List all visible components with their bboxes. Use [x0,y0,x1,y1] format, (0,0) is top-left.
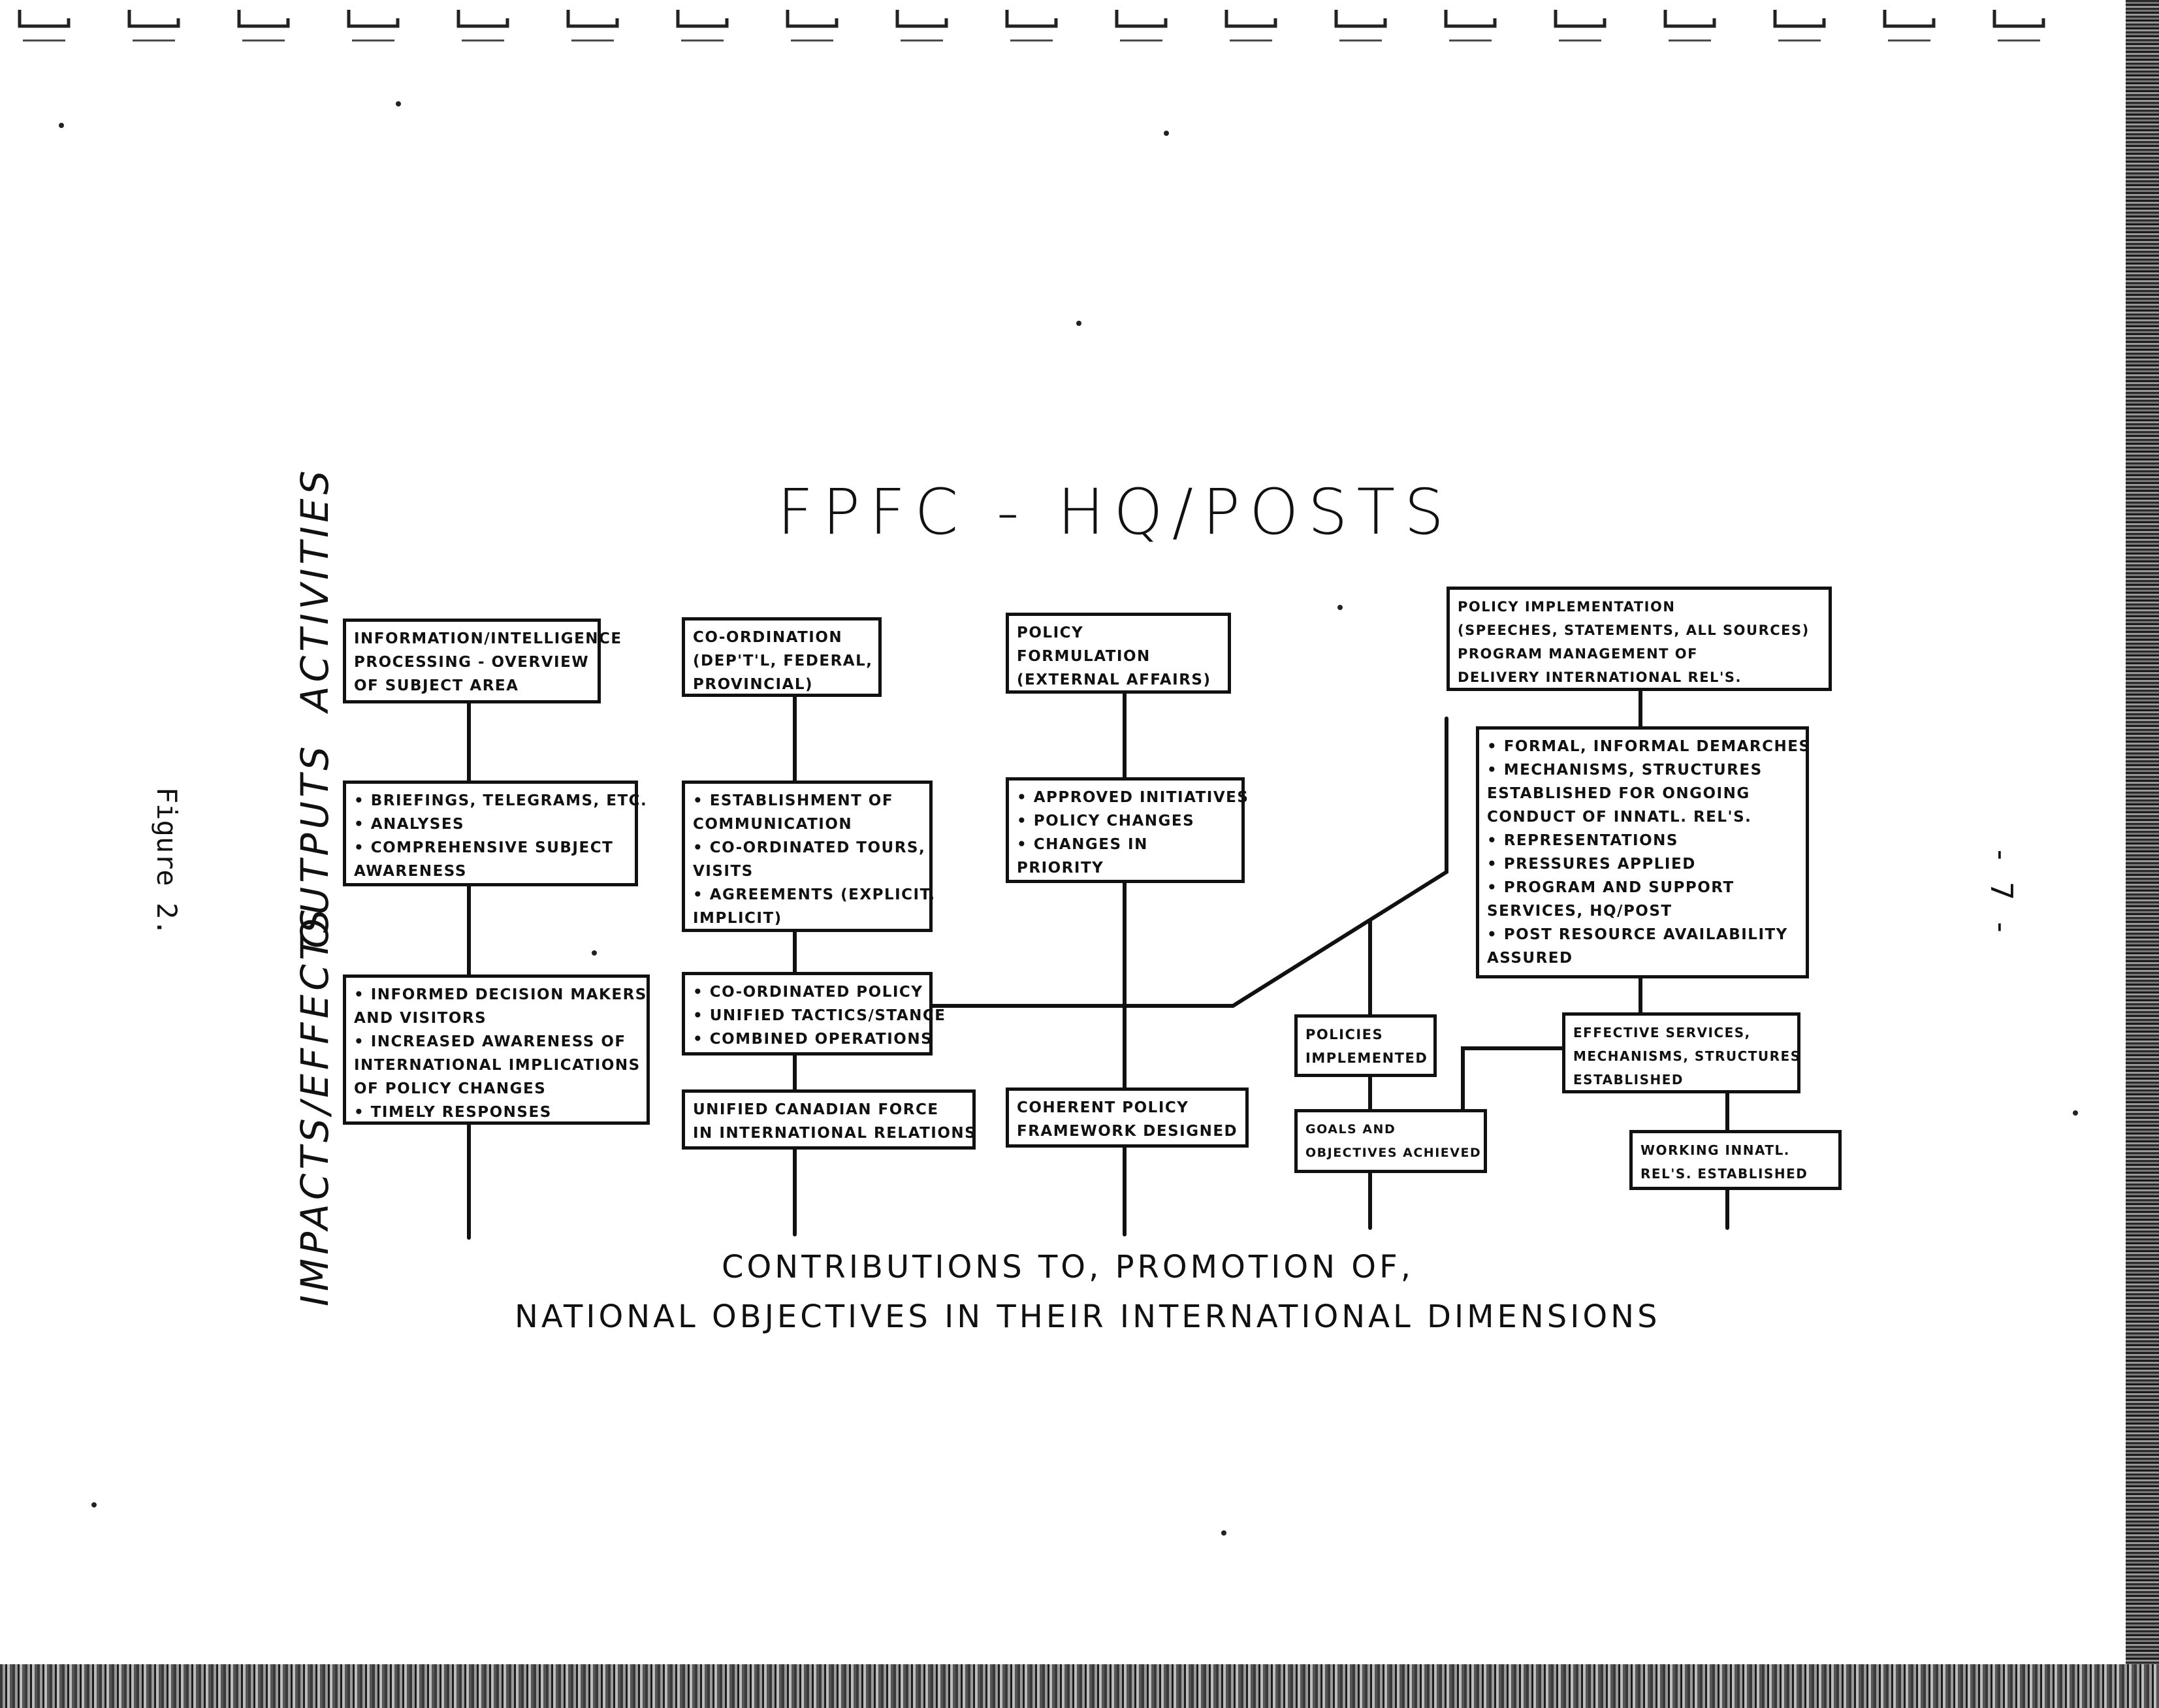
box-text-line: • CO-ORDINATED TOURS, [693,839,926,856]
box-text-line: POLICY [1017,624,1084,641]
box-text-line: • PRESSURES APPLIED [1487,856,1696,873]
box-text-line: • INFORMED DECISION MAKERS [354,986,647,1003]
box-text-line: • CO-ORDINATED POLICY [693,984,923,1001]
box-text-line: (EXTERNAL AFFAIRS) [1017,671,1211,688]
box-text-line: • ANALYSES [354,816,465,833]
box-text-line: IMPLEMENTED [1305,1050,1428,1066]
box-policies-implemented [1294,1014,1437,1077]
box-text-line: • FORMAL, INFORMAL DEMARCHES [1487,738,1811,755]
box-text-line: MECHANISMS, STRUCTURES [1573,1048,1801,1064]
box-text-line: UNIFIED CANADIAN FORCE [693,1101,939,1118]
footer-line-2: NATIONAL OBJECTIVES IN THEIR INTERNATIONAL DIMENSIONS [515,1298,1661,1335]
box-text-line: • UNIFIED TACTICS/STANCE [693,1007,946,1024]
box-text-line: (SPEECHES, STATEMENTS, ALL SOURCES) [1458,622,1810,638]
box-coherent-policy-framework [1006,1088,1249,1148]
box-text-line: DELIVERY INTERNATIONAL REL'S. [1458,669,1742,685]
box-text-line: OF POLICY CHANGES [354,1080,547,1097]
box-working-innatl-rels [1629,1130,1842,1190]
row-label-activities: ACTIVITIES [293,466,337,712]
box-text-line: GOALS AND [1305,1122,1396,1136]
box-text-line: AND VISITORS [354,1010,487,1027]
box-text-line: PRIORITY [1017,860,1104,877]
box-text-line: • BRIEFINGS, TELEGRAMS, ETC. [354,792,648,809]
box-text-line: FORMULATION [1017,648,1151,665]
box-text-line: INTERNATIONAL IMPLICATIONS [354,1057,641,1074]
box-text-line: • POLICY CHANGES [1017,813,1195,830]
box-co-ordination [682,617,882,697]
box-information-intelligence [343,619,622,703]
box-text-line: SERVICES, HQ/POST [1487,903,1672,920]
box-text-line: • PROGRAM AND SUPPORT [1487,879,1735,896]
box-text-line: • ESTABLISHMENT OF [693,792,894,809]
box-text-line: CONDUCT OF INNATL. REL'S. [1487,809,1752,826]
box-text-line: INFORMATION/INTELLIGENCE [354,630,622,647]
box-establishment-outputs [682,781,936,932]
box-text-line: EFFECTIVE SERVICES, [1573,1025,1751,1040]
box-informed-decision-impacts [343,975,650,1125]
box-text-line: • TIMELY RESPONSES [354,1104,552,1121]
box-unified-canadian-force [682,1089,976,1150]
box-text-line: • REPRESENTATIONS [1487,832,1678,849]
box-text-line: • POST RESOURCE AVAILABILITY [1487,926,1788,943]
box-co-ordinated-policy-impacts [682,972,946,1055]
box-effective-services [1562,1012,1800,1093]
box-text-line: PROCESSING - OVERVIEW [354,654,590,671]
box-goals-objectives-achieved [1294,1109,1487,1173]
box-text-line: • APPROVED INITIATIVES [1017,789,1249,806]
row-label-impacts: IMPACTS/EFFECTS [293,905,337,1306]
box-text-line: (DEP'T'L, FEDERAL, [693,653,873,669]
box-text-line: WORKING INNATL. [1640,1142,1790,1158]
box-text-line: COHERENT POLICY [1017,1099,1189,1116]
box-text-line: • INCREASED AWARENESS OF [354,1033,626,1050]
box-text-line: REL'S. ESTABLISHED [1640,1166,1808,1182]
box-text-line: COMMUNICATION [693,816,853,833]
box-text-line: • MECHANISMS, STRUCTURES [1487,762,1763,779]
box-policy-implementation [1447,587,1832,691]
box-policy-formulation [1006,613,1231,694]
diagram-title: FPFC - HQ/POSTS [777,475,1454,549]
box-text-line: VISITS [693,863,754,880]
footer-line-1: CONTRIBUTIONS TO, PROMOTION OF, [722,1249,1414,1285]
box-text-line: IN INTERNATIONAL RELATIONS [693,1125,977,1142]
box-text-line: ESTABLISHED FOR ONGOING [1487,785,1750,802]
box-text-line: POLICIES [1305,1027,1384,1042]
box-text-line: CO-ORDINATION [693,629,843,646]
box-briefings-outputs [343,781,648,886]
page-number: - 7 - [1984,846,2019,937]
figure-label: Figure 2. [151,787,183,936]
box-text-line: • COMBINED OPERATIONS [693,1031,933,1048]
box-text-line: ESTABLISHED [1573,1072,1684,1088]
box-formal-demarches-outputs [1476,726,1809,978]
row-label-outputs: OUTPUTS [293,742,337,948]
box-text-line: PROVINCIAL) [693,676,814,693]
box-text-line: OBJECTIVES ACHIEVED [1305,1146,1482,1160]
box-text-line: POLICY IMPLEMENTATION [1458,599,1676,615]
box-text-line: • COMPREHENSIVE SUBJECT [354,839,614,856]
box-text-line: OF SUBJECT AREA [354,677,519,694]
box-text-line: • CHANGES IN [1017,836,1148,853]
box-text-line: PROGRAM MANAGEMENT OF [1458,646,1698,662]
box-text-line: IMPLICIT) [693,910,782,927]
box-text-line: AWARENESS [354,863,467,880]
box-text-line: ASSURED [1487,950,1573,967]
box-approved-initiatives-outputs [1006,777,1249,883]
box-text-line: FRAMEWORK DESIGNED [1017,1123,1238,1140]
box-text-line: • AGREEMENTS (EXPLICIT, [693,886,936,903]
